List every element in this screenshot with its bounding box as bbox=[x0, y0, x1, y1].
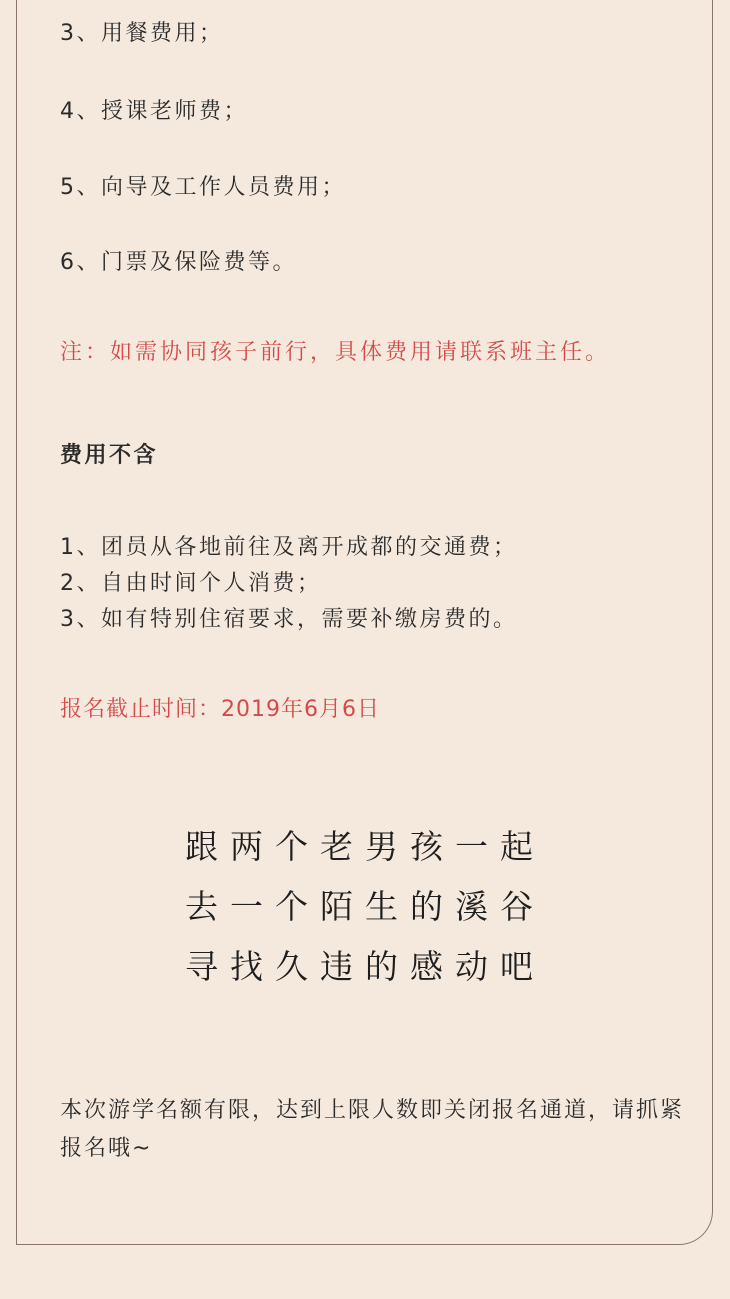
poem-line-1: 跟两个老男孩一起 bbox=[185, 827, 545, 866]
not-included-item-2: 2、自由时间个人消费； bbox=[60, 571, 322, 596]
registration-deadline: 报名截止时间：2019年6月6日 bbox=[60, 697, 380, 722]
fee-included-item-5: 5、向导及工作人员费用； bbox=[60, 175, 346, 200]
fee-included-item-6: 6、门票及保险费等。 bbox=[60, 250, 297, 275]
poem-line-3: 寻找久违的感动吧 bbox=[185, 947, 545, 986]
not-included-item-3: 3、如有特别住宿要求，需要补缴房费的。 bbox=[60, 607, 518, 632]
fee-note: 注：如需协同孩子前行，具体费用请联系班主任。 bbox=[60, 340, 611, 365]
not-included-heading: 费用不含 bbox=[60, 443, 159, 468]
poem-line-2: 去一个陌生的溪谷 bbox=[185, 887, 545, 926]
fee-included-item-3: 3、用餐费用； bbox=[60, 21, 224, 46]
not-included-item-1: 1、团员从各地前往及离开成都的交通费； bbox=[60, 535, 518, 560]
fee-included-item-4: 4、授课老师费； bbox=[60, 99, 248, 124]
footer-notice: 本次游学名额有限，达到上限人数即关闭报名通道，请抓紧报名哦~ bbox=[60, 1098, 685, 1161]
